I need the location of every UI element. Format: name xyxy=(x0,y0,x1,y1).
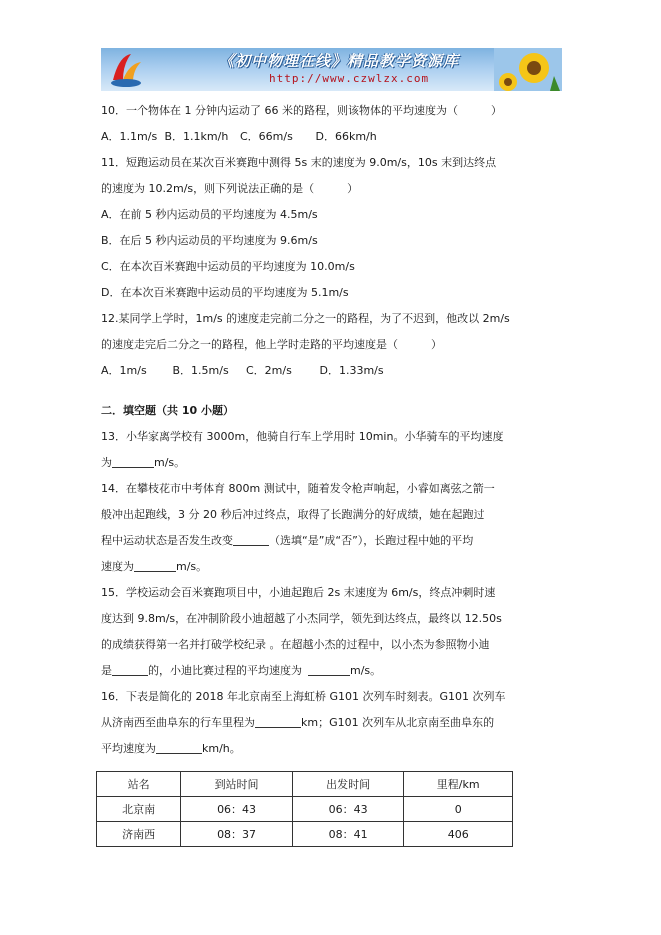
text: m/s。 xyxy=(154,456,186,469)
answer-blank xyxy=(112,454,154,468)
answer-blank xyxy=(134,558,176,572)
table-row xyxy=(97,822,513,847)
banner-title: 《初中物理在线》精品教学资源库 xyxy=(219,52,460,70)
question-11-option-b: B．在后 5 秒内运动员的平均速度为 9.6m/s xyxy=(101,234,318,247)
train-timetable xyxy=(96,771,513,847)
question-14-line2: 般冲出起跑线，3 分 20 秒后冲过终点，取得了长跑满分的好成绩，她在起跑过 xyxy=(101,508,485,521)
question-15-line3: 的成绩获得第一名并打破学校纪录 。在超越小杰的过程中，以小杰为参照物小迪 xyxy=(101,638,490,651)
question-11-option-d: D．在本次百米赛跑中运动员的平均速度为 5.1m/s xyxy=(101,286,349,299)
question-13-line1: 13．小华家离学校有 3000m，他骑自行车上学用时 10min。小华骑车的平均速度 xyxy=(101,430,504,443)
document-body xyxy=(101,98,563,762)
table-cell: 北京南 xyxy=(97,797,181,822)
sunflower-icon xyxy=(494,48,562,91)
question-14-line1: 14．在攀枝花市中考体育 800m 测试中，随着发令枪声响起，小睿如离弦之箭一 xyxy=(101,482,495,495)
text: 程中运动状态是否发生改变 xyxy=(101,534,233,547)
text: km/h。 xyxy=(202,742,241,755)
table-cell: 406 xyxy=(404,822,513,847)
question-14-line4 xyxy=(101,554,563,580)
question-12-stem-line2: 的速度走完后二分之一的路程，他上学时走路的平均速度是（ ） xyxy=(101,338,442,351)
question-16-line1: 16．下表是简化的 2018 年北京南至上海虹桥 G101 次列车时刻表。G101 次列车 xyxy=(101,690,506,703)
answer-blank xyxy=(255,714,301,728)
text: m/s。 xyxy=(176,560,208,573)
table-cell: 06：43 xyxy=(292,797,404,822)
text: 是 xyxy=(101,664,112,677)
section-heading: 二．填空题（共 10 小题） xyxy=(101,404,234,417)
text: 的，小迪比赛过程的平均速度为 xyxy=(148,664,302,677)
question-10-stem: 10．一个物体在 1 分钟内运动了 66 米的路程，则该物体的平均速度为（ ） xyxy=(101,104,502,117)
question-13-line2 xyxy=(101,450,563,476)
question-15-line4 xyxy=(101,658,563,684)
banner-url: http://www.czwlzx.com xyxy=(269,72,430,85)
column-header: 里程/km xyxy=(404,772,513,797)
question-11-stem-line2: 的速度为 10.2m/s，则下列说法正确的是（ ） xyxy=(101,182,359,195)
question-11-option-a: A．在前 5 秒内运动员的平均速度为 4.5m/s xyxy=(101,208,318,221)
text: km；G101 次列车从北京南至曲阜东的 xyxy=(301,716,495,729)
table-header-row xyxy=(97,772,513,797)
option-b: B．1.1km/h xyxy=(164,130,229,143)
column-header: 站名 xyxy=(97,772,181,797)
option-b: B．1.5m/s xyxy=(172,364,229,377)
question-15-line1: 15．学校运动会百米赛跑项目中，小迪起跑后 2s 末速度为 6m/s，终点冲刺时速 xyxy=(101,586,496,599)
column-header: 到站时间 xyxy=(181,772,293,797)
option-d: D．66km/h xyxy=(315,130,377,143)
text: m/s。 xyxy=(350,664,382,677)
answer-blank xyxy=(112,662,148,676)
question-16-line2 xyxy=(101,710,563,736)
answer-blank xyxy=(233,532,269,546)
text: 平均速度为 xyxy=(101,742,156,755)
text: （选填“是”成“否”），长跑过程中她的平均 xyxy=(269,534,474,547)
table-cell: 06：43 xyxy=(181,797,293,822)
question-12-stem-line1: 12.某同学上学时，1m/s 的速度走完前二分之一的路程，为了不迟到，他改以 2m/s xyxy=(101,312,510,325)
answer-blank xyxy=(156,740,202,754)
table-cell: 08：37 xyxy=(181,822,293,847)
option-d: D．1.33m/s xyxy=(319,364,384,377)
logo-icon xyxy=(109,50,143,88)
header-banner xyxy=(101,48,562,91)
table-cell: 08：41 xyxy=(292,822,404,847)
text: 为 xyxy=(101,456,112,469)
option-a: A．1.1m/s xyxy=(101,130,158,143)
question-14-line3 xyxy=(101,528,563,554)
table-cell: 0 xyxy=(404,797,513,822)
question-11-stem-line1: 11．短跑运动员在某次百米赛跑中测得 5s 末的速度为 9.0m/s，10s 末到达终点 xyxy=(101,156,497,169)
text: 从济南西至曲阜东的行车里程为 xyxy=(101,716,255,729)
option-c: C．2m/s xyxy=(246,364,292,377)
question-15-line2: 度达到 9.8m/s，在冲制阶段小迪超越了小杰同学，领先到达终点，最终以 12.50s xyxy=(101,612,502,625)
question-12-options xyxy=(101,358,563,384)
option-a: A．1m/s xyxy=(101,364,147,377)
column-header: 出发时间 xyxy=(292,772,404,797)
table-row xyxy=(97,797,513,822)
option-c: C．66m/s xyxy=(240,130,293,143)
question-11-option-c: C．在本次百米赛跑中运动员的平均速度为 10.0m/s xyxy=(101,260,355,273)
text: 速度为 xyxy=(101,560,134,573)
answer-blank xyxy=(308,662,350,676)
table-cell: 济南西 xyxy=(97,822,181,847)
question-16-line3 xyxy=(101,736,563,762)
question-10-options xyxy=(101,124,563,150)
